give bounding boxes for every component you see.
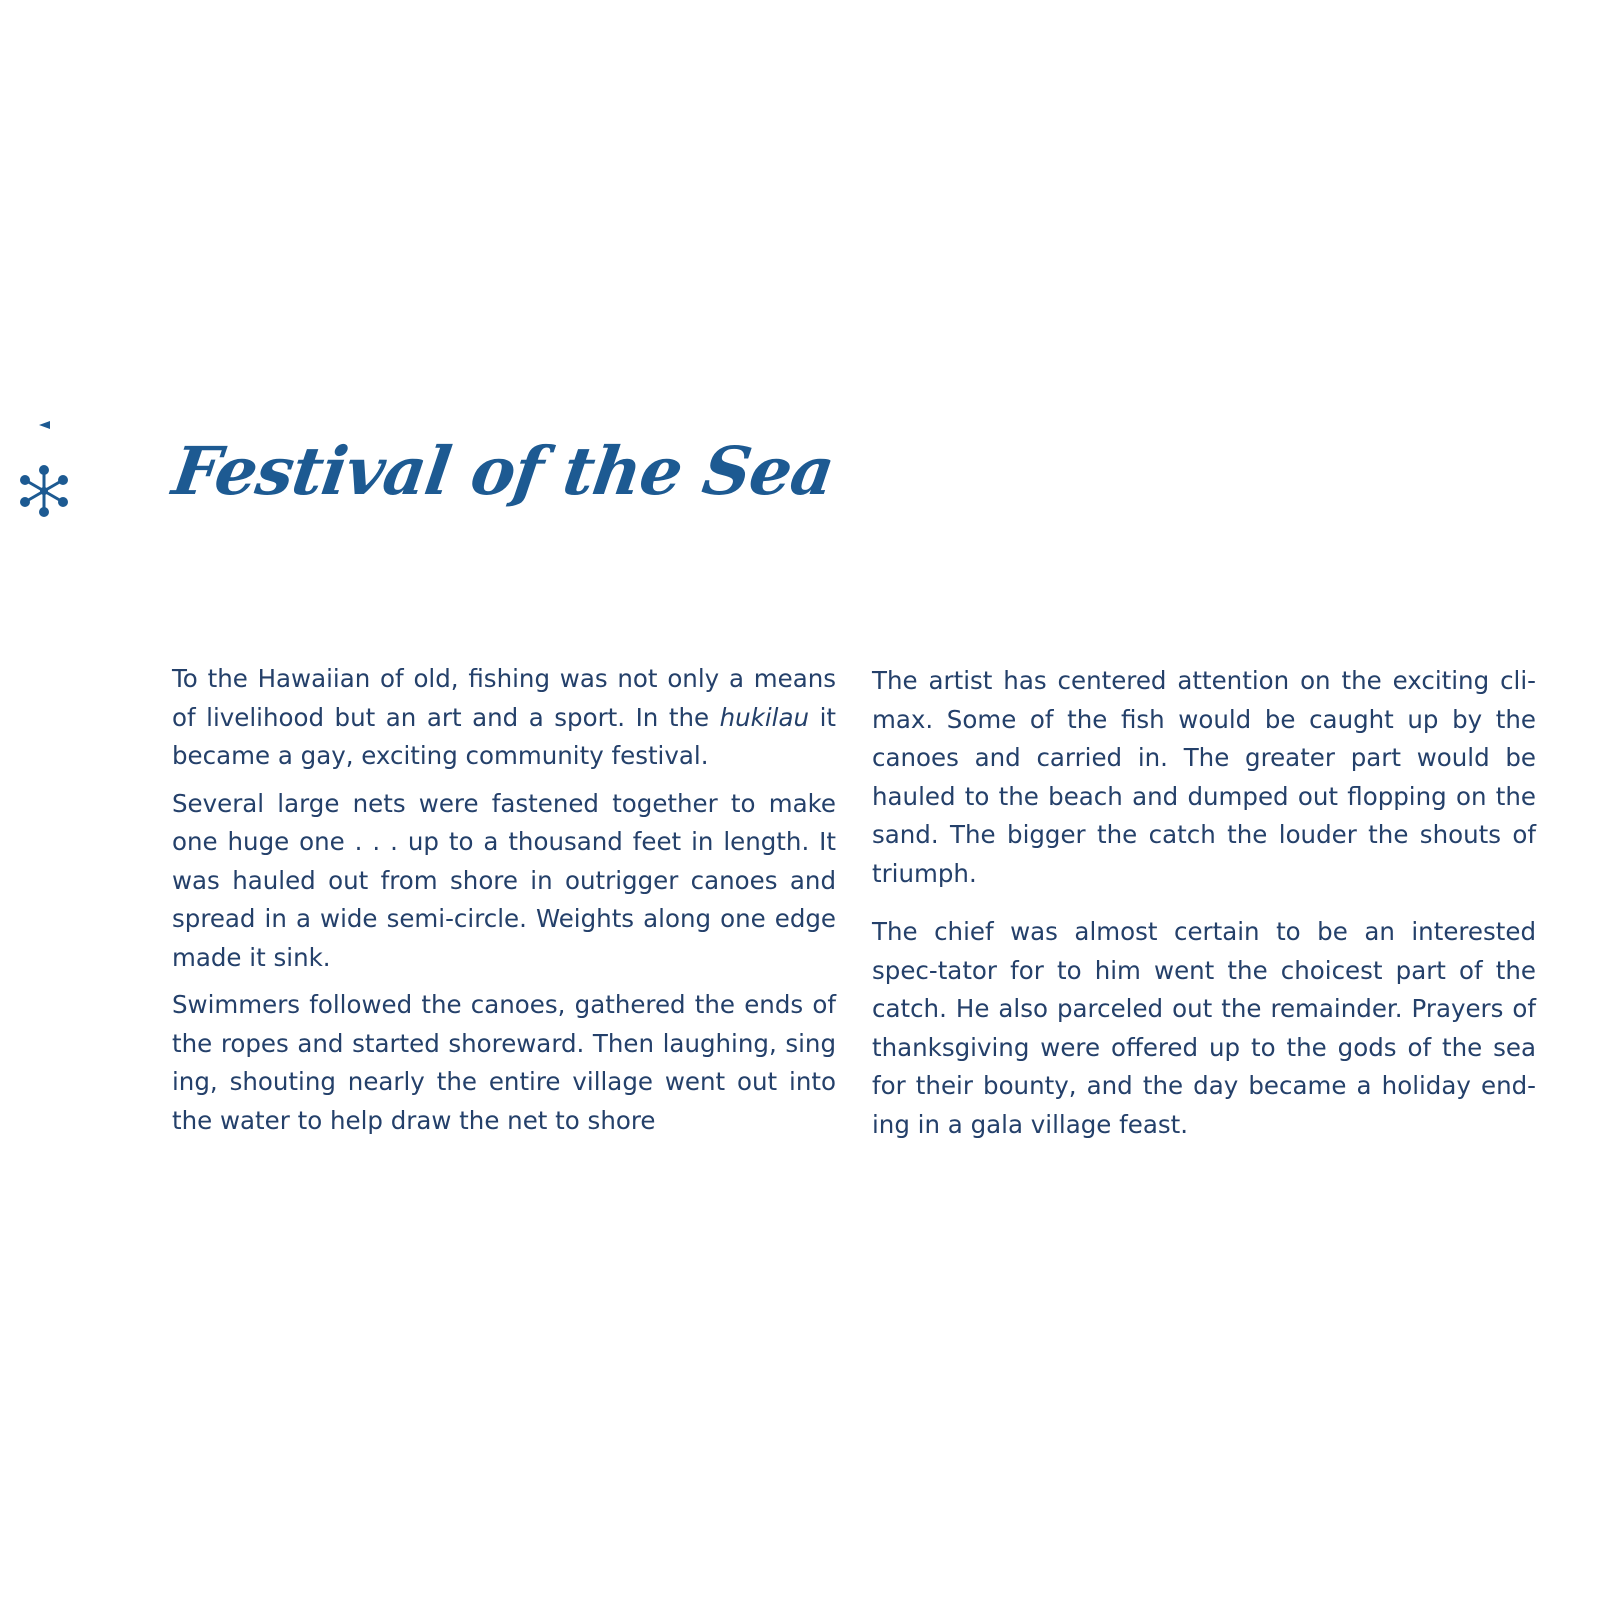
paragraph-swimmers: Swimmers followed the canoes, gathered the ends of the ropes and started shoreward. Then laughing, sing ing, shouting nearly the entire village went out into the water to help draw the net to shore [172,990,836,1135]
left-column [172,660,836,1149]
paragraph-text: it became a gay, exciting community festival. [172,702,836,770]
paragraph-nets: Several large nets were fastened together to make one huge one . . . up to a thousand feet in length. It was hauled out from shore in outrigger canoes and spread in a wide semi-circle. Weights along one edge made it sink. [172,788,836,972]
page-title: Festival of the Sea [168,432,839,510]
italic-term: hukilau [719,702,810,732]
paragraph-chief: The chief was almost certain to be an interested spec-tator for to him went the choicest part of the catch. He also parceled out the remainder. Prayers of thanksgiving were offered up to the gods of the sea for their bounty, and the day became a holiday end-ing in a gala village feast. [872,917,1536,1139]
paragraph-text: To the Hawaiian of old, fishing was not only a means of livelihood but an art and a sport. In the [172,664,836,732]
paragraph-climax: The artist has centered attention on the exciting cli-max. Some of the fish would be caught up by the canoes and carried in. The greater part would be hauled to the beach and dumped out flopping on the sand. The bigger the catch the louder the shouts of triumph. [872,666,1536,888]
paragraph-hukilau [172,660,836,776]
asterisk-flower-icon [18,465,70,517]
page-mark-icon [38,420,52,430]
right-column [872,662,1536,1153]
